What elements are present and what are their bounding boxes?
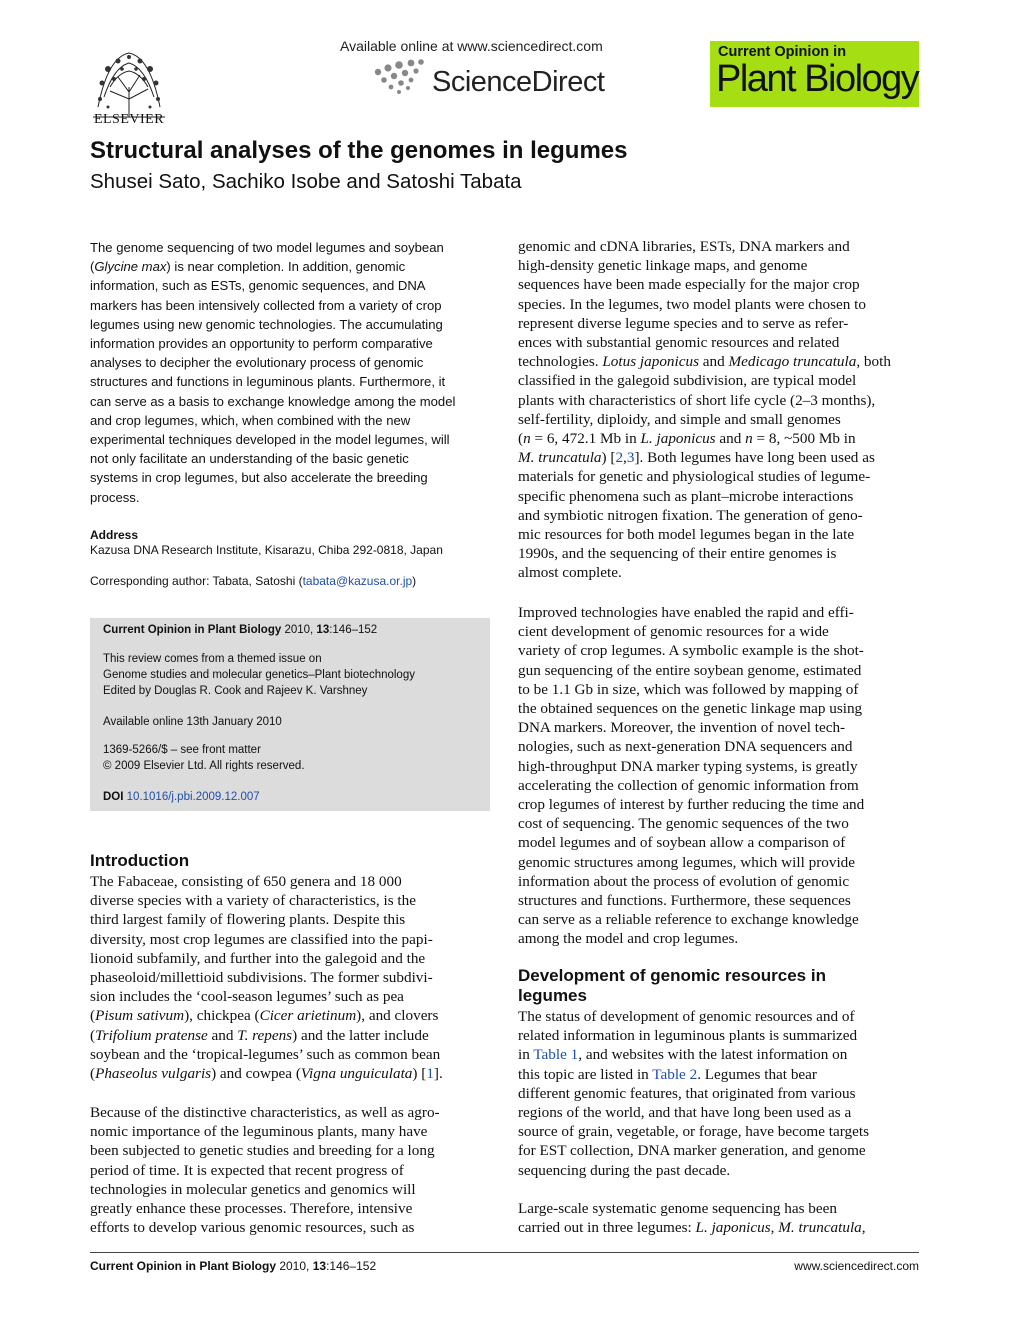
text-line-part: Trifolium pratense [95, 1026, 208, 1044]
text-line-part: M. truncatula [778, 1219, 862, 1237]
abstract-line: experimental techniques developed in the model legumes, will [90, 432, 450, 448]
text-line: cient development of genomic resources for a wide [518, 623, 829, 641]
footer-journal: Current Opinion in Plant Biology [90, 1259, 276, 1273]
text-line: lionoid subfamily, and further into the galegoid and the [90, 949, 426, 967]
footer-volume: 13 [312, 1259, 327, 1273]
journal-logo-box [710, 41, 919, 107]
text-line: self-fertility, diploidy, and simple and small genomes [518, 410, 841, 428]
text-line: been subjected to genetic studies and breeding for a long [90, 1142, 435, 1160]
text-line: nologies, such as next-generation DNA sequencers and [518, 738, 853, 756]
text-line-part: n [523, 430, 531, 448]
text-line: sequences have been made especially for the major crop [518, 276, 860, 294]
text-line-part: L. japonicus [640, 430, 716, 448]
text-line-part: Phaseolus vulgaris [95, 1065, 212, 1083]
text-line: species. In the legumes, two model plants were chosen to [518, 295, 866, 313]
text-line: nomic importance of the leguminous plants, many have [90, 1123, 428, 1141]
text-line: plants with characteristics of short life cycle (2–3 months), [518, 391, 876, 409]
info-issn: 1369-5266/$ – see front matter [103, 744, 261, 756]
text-line: in Table 1, and websites with the latest information on [518, 1046, 848, 1064]
text-line: sion includes the ‘cool-season legumes’ such as pea [90, 988, 404, 1006]
text-line: related information in leguminous plants is summarized [518, 1027, 858, 1045]
article-info-box [90, 618, 490, 811]
abstract-line: not only facilitate an understanding of the basic genetic [90, 451, 409, 467]
info-issue-line2: Genome studies and molecular genetics–Plant biotechnology [103, 669, 415, 681]
introduction-paragraph-1 [90, 872, 490, 1083]
right-paragraph-3 [518, 1007, 919, 1180]
text-line: the obtained sequences on the genetic linkage map using [518, 700, 863, 718]
abstract-line: systems in crop legumes, but also accelerate the breeding [90, 470, 428, 486]
text-line: classified in the galegoid subdivision, are typical model [518, 372, 857, 390]
author-email-link[interactable]: tabata@kazusa.or.jp [302, 574, 413, 588]
info-journal: Current Opinion in Plant Biology [103, 624, 282, 636]
text-line: information about the process of evolution of genomic [518, 872, 850, 890]
info-copyright: © 2009 Elsevier Ltd. All rights reserved. [103, 760, 305, 772]
text-line-part: n [745, 430, 753, 448]
table-1-link[interactable]: Table 1 [533, 1046, 579, 1064]
text-line: almost complete. [518, 564, 622, 582]
doi-link[interactable]: 10.1016/j.pbi.2009.12.007 [126, 791, 260, 803]
text-line: to be 1.1 Gb in size, which was followed by mapping of [518, 680, 859, 698]
text-line-part: Cicer arietinum [259, 1007, 357, 1025]
abstract [90, 238, 482, 507]
text-line: accelerating the collection of genomic information from [518, 776, 859, 794]
text-line: materials for genetic and physiological studies of legume- [518, 468, 871, 486]
info-pages: :146–152 [329, 624, 378, 636]
text-line: genomic structures among legumes, which will provide [518, 853, 856, 871]
text-line: (Trifolium pratense and T. repens) and the latter include [90, 1026, 429, 1044]
sciencedirect-wordmark: ScienceDirect [432, 66, 605, 98]
text-line: The status of development of genomic resources and of [518, 1008, 855, 1025]
text-line: carried out in three legumes: L. japonicus, M. truncatula, [518, 1219, 866, 1237]
footer-year: 2010, [276, 1259, 313, 1273]
abstract-line: information, such as ESTs, genomic sequences, and DNA [90, 278, 426, 294]
introduction-heading: Introduction [90, 851, 190, 870]
abstract-line: The genome sequencing of two model legumes and soybean [90, 240, 444, 255]
info-issue-line1: This review comes from a themed issue on [103, 653, 322, 665]
footer-url[interactable]: www.sciencedirect.com [794, 1259, 919, 1273]
abstract-line: (Glycine max) is near completion. In addition, genomic [90, 259, 406, 275]
text-line: DNA markers. Moreover, the invention of novel tech- [518, 719, 846, 737]
corresponding-prefix: Corresponding author: Tabata, Satoshi ( [90, 574, 303, 588]
text-line: among the model and crop legumes. [518, 930, 739, 948]
reference-link[interactable]: 1 [426, 1065, 434, 1083]
footer-pages: :146–152 [326, 1259, 377, 1273]
footer-citation [90, 1259, 376, 1273]
address-text: Kazusa DNA Research Institute, Kisarazu, Chiba 292-0818, Japan [90, 543, 443, 557]
text-line: (Phaseolus vulgaris) and cowpea (Vigna unguiculata) [1]. [90, 1065, 443, 1083]
text-line: mic resources for both model legumes began in the late [518, 526, 855, 544]
text-line: for EST collection, DNA marker generation, and genome [518, 1142, 866, 1160]
info-available: Available online 13th January 2010 [103, 716, 282, 728]
text-line: 1990s, and the sequencing of their entire genomes is [518, 545, 837, 563]
text-line: technologies. Lotus japonicus and Medicago truncatula, both [518, 353, 891, 371]
text-line: genomic and cDNA libraries, ESTs, DNA markers and [518, 238, 850, 255]
corresponding-suffix: ) [412, 574, 417, 588]
text-line: period of time. It is expected that recent progress of [90, 1161, 404, 1179]
text-line: regions of the world, and that have long been used as a [518, 1104, 852, 1122]
development-heading-line2: legumes [518, 986, 587, 1005]
development-heading-line1: Development of genomic resources in [518, 966, 826, 985]
abstract-line-part: Glycine max [94, 259, 167, 275]
abstract-line: can serve as a basis to exchange knowledge among the model [90, 393, 456, 409]
journal-logo-line1: Current Opinion in [718, 44, 847, 60]
text-line: gun sequencing of the entire soybean genome, estimated [518, 661, 862, 679]
text-line-part: Vigna unguiculata [300, 1065, 413, 1083]
text-line: high-throughput DNA marker typing systems, is greatly [518, 757, 858, 775]
article-authors: Shusei Sato, Sachiko Isobe and Satoshi Tabata [90, 170, 522, 193]
text-line: cost of sequencing. The genomic sequences of the two [518, 815, 849, 833]
text-line: third largest family of flowering plants. Despite this [90, 911, 406, 929]
reference-link[interactable]: 2 [615, 449, 624, 467]
text-line: ences with substantial genomic resources and related [518, 334, 840, 352]
info-doi-label: DOI [103, 791, 124, 803]
text-line-part: M. truncatula [518, 449, 602, 467]
abstract-line: markers has been intensively collected from a variety of crop [90, 297, 442, 313]
text-line-part: Medicago truncatula [728, 353, 857, 371]
text-line: different genomic features, that originated from various [518, 1084, 856, 1102]
info-issue-line3: Edited by Douglas R. Cook and Rajeev K. Varshney [103, 685, 368, 697]
abstract-line: legumes using new genomic technologies. The accumulating [90, 316, 443, 332]
text-line-part: T. repens [237, 1026, 293, 1044]
abstract-line: process. [90, 489, 140, 505]
text-line: efforts to develop various genomic resources, such as [90, 1219, 415, 1237]
text-line: The Fabaceae, consisting of 650 genera and 18 000 [90, 873, 402, 890]
text-line: greatly enhance these processes. Therefore, intensive [90, 1200, 413, 1218]
text-line: Because of the distinctive characteristics, as well as agro- [90, 1104, 440, 1121]
text-line: high-density genetic linkage maps, and genome [518, 257, 808, 275]
footer-divider [90, 1252, 919, 1253]
text-line: this topic are listed in Table 2. Legumes that bear [518, 1065, 817, 1083]
address-heading: Address [90, 528, 139, 542]
text-line-part: Pisum sativum [95, 1007, 185, 1025]
reference-link[interactable]: 3 [626, 449, 635, 467]
text-line: soybean and the ‘tropical-legumes’ such as common bean [90, 1045, 441, 1063]
publisher-name: ELSEVIER [93, 112, 165, 127]
text-line: diverse species with a variety of characteristics, is the [90, 892, 416, 910]
text-line: (Pisum sativum), chickpea (Cicer arietinum), and clovers [90, 1007, 439, 1025]
abstract-line: structures and functions in leguminous plants. Furthermore, it [90, 374, 446, 390]
abstract-line: analyses to decipher the evolutionary process of genomic [90, 355, 424, 371]
info-year: 2010, [281, 624, 317, 636]
text-line: technologies in molecular genetics and genomics will [90, 1180, 416, 1198]
available-online-text: Available online at www.sciencedirect.com [340, 38, 603, 54]
introduction-paragraph-2 [90, 1103, 490, 1237]
text-line: and symbiotic nitrogen fixation. The generation of geno- [518, 506, 863, 524]
text-line: M. truncatula) [2,3]. Both legumes have long been used as [518, 449, 875, 467]
info-volume: 13 [316, 624, 330, 636]
info-citation [103, 622, 377, 638]
text-line: specific phenomena such as plant–microbe interactions [518, 487, 854, 505]
text-line: Improved technologies have enabled the rapid and effi- [518, 604, 854, 621]
right-paragraph-1 [518, 237, 919, 583]
corresponding-author [90, 574, 416, 588]
sciencedirect-dots-icon [372, 58, 430, 98]
info-doi [103, 789, 260, 805]
text-line: represent diverse legume species and to serve as refer- [518, 314, 849, 332]
abstract-line: and crop legumes, which, when combined with the new [90, 412, 411, 428]
text-line: (n = 6, 472.1 Mb in L. japonicus and n = 8, ~500 Mb in [518, 430, 856, 448]
right-paragraph-4 [518, 1199, 919, 1237]
text-line: Large-scale systematic genome sequencing has been [518, 1200, 837, 1217]
text-line: can serve as a reliable reference to exchange knowledge [518, 911, 859, 929]
development-heading [518, 966, 919, 1006]
text-line: source of grain, vegetable, or forage, have become targets [518, 1123, 869, 1141]
text-line: sequencing during the past decade. [518, 1161, 731, 1179]
text-line-part: L. japonicus [695, 1219, 771, 1237]
text-line: diversity, most crop legumes are classified into the papi- [90, 930, 433, 948]
abstract-line: information provides an opportunity to perform comparative [90, 336, 433, 352]
article-title: Structural analyses of the genomes in legumes [90, 137, 628, 164]
journal-logo-line2: Plant Biology [716, 58, 919, 100]
text-line-part: Lotus japonicus [602, 353, 699, 371]
text-line: variety of crop legumes. A symbolic example is the shot- [518, 642, 864, 660]
text-line: model legumes and of soybean allow a comparison of [518, 834, 846, 852]
right-paragraph-2 [518, 603, 919, 949]
text-line: phaseoloid/millettioid subdivisions. The former subdivi- [90, 969, 433, 987]
text-line: structures and functions. Furthermore, these sequences [518, 892, 851, 910]
table-2-link[interactable]: Table 2 [652, 1065, 698, 1083]
text-line: crop legumes of interest by further reducing the time and [518, 796, 865, 814]
